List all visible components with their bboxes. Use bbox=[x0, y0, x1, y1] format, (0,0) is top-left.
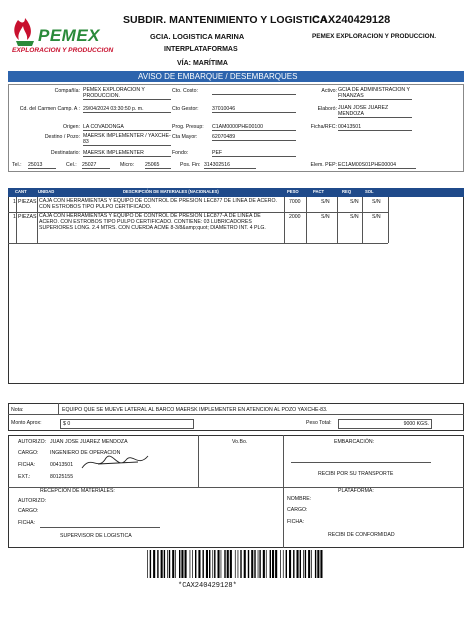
row1-unidad: PIEZAS bbox=[18, 199, 37, 205]
barcode-bar bbox=[227, 550, 229, 578]
col-unidad: UNIDAD bbox=[38, 189, 55, 194]
barcode bbox=[145, 550, 329, 578]
barcode-bar bbox=[289, 550, 291, 578]
destino-value: MAERSK IMPLEMENTER / YAXCHE-83 bbox=[83, 133, 171, 145]
barcode-bar bbox=[283, 550, 284, 578]
barcode-bar bbox=[212, 550, 213, 578]
barcode-bar bbox=[221, 550, 222, 578]
micro-value: 25065 bbox=[145, 162, 171, 169]
monto-value: $ 0 bbox=[60, 419, 194, 429]
barcode-bar bbox=[258, 550, 259, 578]
peso-total-label: Peso Total: bbox=[306, 420, 332, 426]
header-company: PEMEX EXPLORACION Y PRODUCCION. bbox=[312, 33, 437, 40]
barcode-text: *CAX240429128* bbox=[178, 582, 237, 590]
ficha2-label: FICHA: bbox=[18, 520, 36, 526]
sig-vline bbox=[283, 435, 284, 548]
barcode-bar bbox=[167, 550, 168, 578]
barcode-bar bbox=[190, 550, 191, 578]
signature-scribble-icon bbox=[78, 446, 158, 476]
tel-label: Tel.: bbox=[12, 162, 22, 168]
cargo2-label: CARGO: bbox=[18, 508, 39, 514]
pos-fin-label: Pos. Fin: bbox=[180, 162, 201, 168]
barcode-bar bbox=[303, 550, 304, 578]
barcode-bar bbox=[254, 550, 255, 578]
col-divider bbox=[337, 197, 338, 243]
vobo-label: Vo.Bo. bbox=[232, 439, 248, 445]
barcode-bar bbox=[259, 550, 260, 578]
destino-label: Destino / Pozo: bbox=[44, 134, 80, 140]
header-interplataformas: INTERPLATAFORMAS bbox=[164, 46, 238, 53]
embarcacion-label: EMBARCACIÓN: bbox=[334, 439, 375, 445]
cd-carmen-value: 29/04/2024 03:30:50 p. m. bbox=[83, 106, 171, 113]
prog-presup-label: Prog. Presup: bbox=[172, 124, 204, 130]
row1-desc: CAJA CON HERRAMIENTAS Y EQUIPO DE CONTROL DE PRESION LEC877 DE LINEA DE ACERO. CON ESTROBOS TIPO PULPO CERTIFICADO. bbox=[39, 198, 277, 210]
supervisor-title: SUPERVISOR DE LOGISTICA bbox=[60, 533, 132, 539]
brand-name: PEMEX bbox=[38, 26, 101, 45]
row2-req: S/N bbox=[350, 214, 359, 220]
header-via: VÍA: MARÍTIMA bbox=[177, 60, 228, 67]
row2-desc: CAJA CON HERRAMIENTAS Y EQUIPO DE CONTROL DE PRESION LEC877-A DE LINEA DE ACERO. CON ESTROBOS TIPO PULPO CERTIFICADO. CONTIENE: 03 LUBRICADORES SUPERIORES LONG. 2.4 MTRS. CON CUERDA ACME 8-3/8&amp;quot; DIAMETRO INT. 4 PLG. bbox=[39, 213, 266, 231]
col-divider bbox=[16, 197, 17, 243]
compania-label: Compañía: bbox=[54, 88, 80, 94]
recibi-conformidad: RECIBI DE CONFORMIDAD bbox=[328, 532, 395, 538]
brand-subtitle: EXPLORACION Y PRODUCCION bbox=[12, 47, 114, 54]
barcode-bar bbox=[164, 550, 165, 578]
header-subdireccion: SUBDIR. MANTENIMIENTO Y LOGISTICA bbox=[123, 14, 328, 26]
barcode-bar bbox=[293, 550, 294, 578]
destinatario-label: Destinatario: bbox=[50, 150, 80, 156]
col-divider bbox=[388, 197, 389, 243]
row2-sol: S/N bbox=[372, 214, 381, 220]
ext-value: 80125155 bbox=[50, 474, 74, 480]
plataforma-label: PLATAFORMA: bbox=[338, 488, 374, 494]
row2-unidad: PIEZAS bbox=[18, 214, 37, 220]
ficha-value: 00413501 bbox=[50, 462, 74, 468]
row1-sol: S/N bbox=[372, 199, 381, 205]
barcode-bar bbox=[206, 550, 208, 578]
autorizo-value: JUAN JOSE JUAREZ MENDOZA bbox=[50, 439, 128, 445]
barcode-bar bbox=[315, 550, 316, 578]
nombre-label: NOMBRE: bbox=[287, 496, 312, 502]
barcode-bar bbox=[286, 550, 287, 578]
autorizo2-label: AUTORIZO: bbox=[18, 498, 47, 504]
ficha3-label: FICHA: bbox=[287, 519, 305, 525]
barcode-bar bbox=[240, 550, 241, 578]
barcode-bar bbox=[235, 550, 236, 578]
sig-vline bbox=[198, 435, 199, 487]
row2-peso: 2000 bbox=[289, 214, 301, 220]
barcode-bar bbox=[230, 550, 232, 578]
cargo-label: CARGO: bbox=[18, 450, 39, 456]
barcode-bar bbox=[311, 550, 312, 578]
col-sol: SOL bbox=[365, 189, 374, 194]
table-header-bar bbox=[8, 188, 464, 197]
cel-label: Cel.: bbox=[66, 162, 77, 168]
ficha-rfc-label: Ficha/RFC: bbox=[310, 124, 337, 130]
barcode-bar bbox=[181, 550, 183, 578]
barcode-bar bbox=[317, 550, 319, 578]
row2-pact: S/N bbox=[321, 214, 330, 220]
cto-costo-value bbox=[212, 88, 296, 95]
ext-label: EXT.: bbox=[18, 474, 31, 480]
cto-gestor-value: 37010046 bbox=[212, 106, 296, 113]
peso-total-value: 9000 KGS. bbox=[338, 419, 432, 429]
barcode-bar bbox=[218, 550, 220, 578]
fondo-label: Fondo: bbox=[172, 150, 189, 156]
elem-pep-label: Elem. PEP: bbox=[310, 162, 337, 168]
barcode-bar bbox=[238, 550, 239, 578]
barcode-bar bbox=[224, 550, 225, 578]
recibi-transporte: RECIBI POR SU TRANSPORTE bbox=[318, 471, 394, 477]
barcode-bar bbox=[175, 550, 176, 578]
barcode-bar bbox=[161, 550, 163, 578]
cto-gestor-label: Cto Gestor: bbox=[172, 106, 199, 112]
cargo3-label: CARGO: bbox=[287, 507, 308, 513]
pos-fin-value: 314302516 bbox=[204, 162, 256, 169]
barcode-bar bbox=[270, 550, 271, 578]
barcode-bar bbox=[305, 550, 306, 578]
row1-cant: 1 bbox=[13, 199, 16, 205]
recepcion-label: RECEPCIÓN DE MATERIALES: bbox=[40, 488, 115, 494]
barcode-bar bbox=[308, 550, 310, 578]
elem-pep-value: EC1AM00S01PHE00004 bbox=[338, 162, 416, 169]
barcode-bar bbox=[185, 550, 187, 578]
autorizo-label: AUTORIZO: bbox=[18, 439, 47, 445]
barcode-bar bbox=[195, 550, 196, 578]
destinatario-value: MAERSK IMPLEMENTER bbox=[83, 150, 171, 157]
cto-costo-label: Cto. Costo: bbox=[172, 88, 198, 94]
activo-value: GCIA DE ADMINISTRACION Y FINANZAS bbox=[338, 87, 412, 100]
barcode-bar bbox=[153, 550, 155, 578]
elaboro-value: JUAN JOSE JUAREZ MENDOZA bbox=[338, 105, 412, 118]
col-descripcion: DESCRIPCIÓN DE MATERIALES (NACIONALES) bbox=[123, 189, 219, 194]
embarcacion-line bbox=[291, 462, 431, 463]
barcode-bar bbox=[266, 550, 267, 578]
cd-carmen-label: Cd. del Carmen Camp. A : bbox=[19, 106, 80, 112]
row1-req: S/N bbox=[350, 199, 359, 205]
supervisor-line bbox=[40, 527, 160, 528]
col-cant: CANT bbox=[15, 189, 27, 194]
barcode-bar bbox=[272, 550, 274, 578]
barcode-bar bbox=[179, 550, 180, 578]
micro-label: Micro: bbox=[120, 162, 135, 168]
barcode-bar bbox=[147, 550, 148, 578]
cel-value: 25027 bbox=[82, 162, 110, 169]
monto-label: Monto Aprox: bbox=[11, 420, 42, 426]
barcode-bar bbox=[300, 550, 301, 578]
barcode-bar bbox=[275, 550, 277, 578]
pemex-logo bbox=[8, 14, 123, 58]
barcode-bar bbox=[192, 550, 193, 578]
col-pact: PACT bbox=[313, 189, 325, 194]
fondo-value: PEF bbox=[212, 150, 296, 157]
activo-label: Activo: bbox=[321, 88, 337, 94]
col-divider bbox=[37, 197, 38, 243]
barcode-bar bbox=[172, 550, 174, 578]
nota-value: EQUIPO QUE SE MUEVE LATERAL AL BARCO MAERSK IMPLEMENTER EN ATENCION AL POZO YAXCHE-83. bbox=[62, 407, 328, 413]
ficha-rfc-value: 00413501 bbox=[338, 124, 412, 131]
barcode-bar bbox=[203, 550, 204, 578]
title-text: AVISO DE EMBARQUE / DESEMBARQUES bbox=[138, 72, 298, 81]
compania-value: PEMEX EXPLORACION Y PRODUCCION. bbox=[83, 87, 171, 100]
barcode-bar bbox=[198, 550, 200, 578]
col-divider bbox=[362, 197, 363, 243]
origen-label: Origen: bbox=[62, 124, 80, 130]
cta-mayor-label: Cta Mayor: bbox=[172, 134, 198, 140]
prog-presup-value: C1AM0000PHE00100 bbox=[212, 124, 296, 131]
barcode-bar bbox=[251, 550, 253, 578]
folio-number: CAX240429128 bbox=[312, 14, 391, 26]
barcode-bar bbox=[280, 550, 281, 578]
barcode-bar bbox=[150, 550, 151, 578]
barcode-bar bbox=[157, 550, 158, 578]
header-gerencia: GCIA. LOGISTICA MARINA bbox=[150, 32, 245, 41]
nota-hline bbox=[8, 414, 464, 415]
col-peso: PESO bbox=[287, 189, 299, 194]
ficha-label: FICHA: bbox=[18, 462, 36, 468]
col-divider bbox=[284, 197, 285, 243]
barcode-bar bbox=[297, 550, 299, 578]
cta-mayor-value: 62070489 bbox=[212, 134, 296, 141]
barcode-bar bbox=[320, 550, 322, 578]
cargo-value: INGENIERO DE OPERACION bbox=[50, 450, 121, 456]
elaboro-label: Elaboró: bbox=[317, 106, 337, 112]
row1-pact: S/N bbox=[321, 199, 330, 205]
origen-value: LA COVADONGA bbox=[83, 124, 171, 131]
nota-divider bbox=[58, 403, 59, 414]
barcode-bar bbox=[263, 550, 265, 578]
barcode-bar bbox=[209, 550, 210, 578]
col-req: REQ bbox=[342, 189, 352, 194]
row2-cant: 1 bbox=[13, 214, 16, 220]
col-divider bbox=[306, 197, 307, 243]
nota-label: Nota: bbox=[11, 407, 24, 413]
barcode-bar bbox=[214, 550, 215, 578]
barcode-bar bbox=[248, 550, 249, 578]
row1-peso: 7000 bbox=[289, 199, 301, 205]
tel-value: 25013 bbox=[28, 162, 56, 169]
barcode-bar bbox=[169, 550, 170, 578]
barcode-bar bbox=[244, 550, 246, 578]
